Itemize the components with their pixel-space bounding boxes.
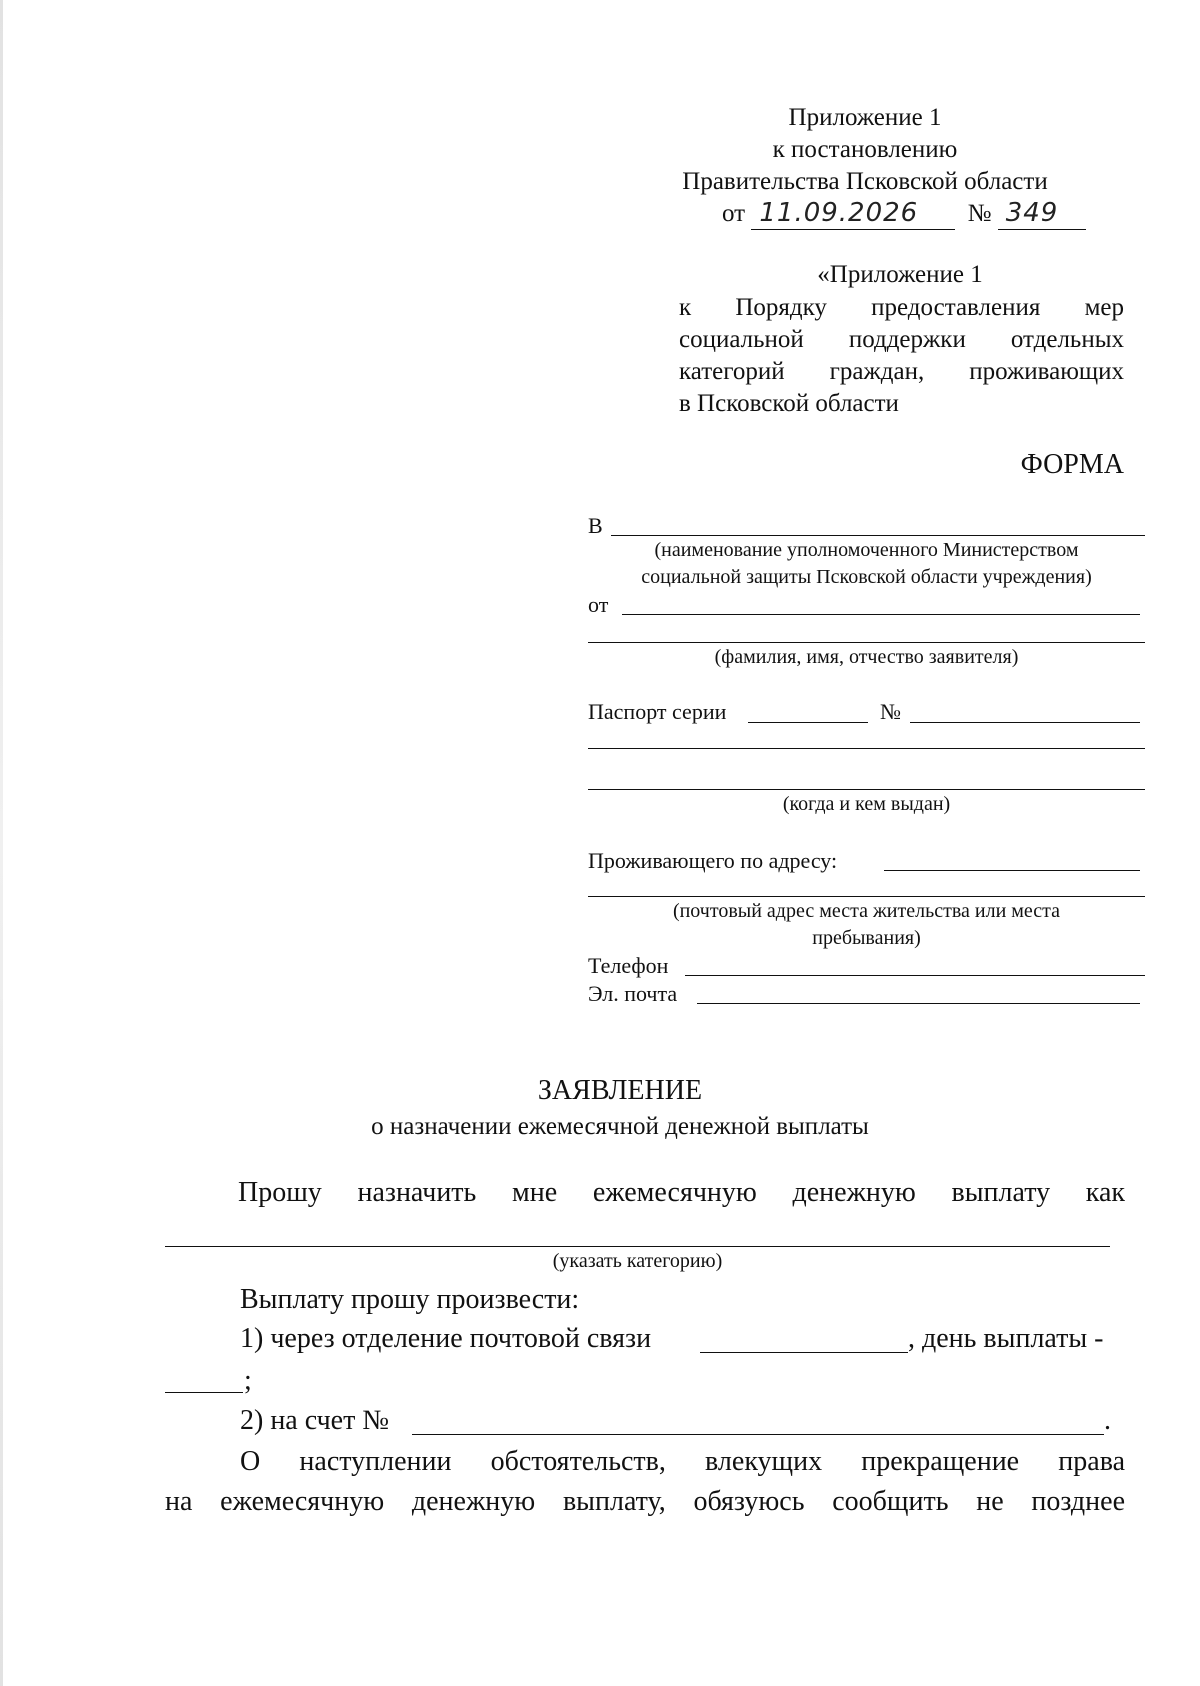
statement-title: ЗАЯВЛЕНИЕ [537,1075,703,1106]
inner-appendix-line-1: к Порядку предоставления мер [679,294,1124,321]
appendix-line-2: к постановлению [772,136,958,163]
statement-subtitle: о назначении ежемесячной денежной выплаты [371,1113,869,1140]
inner-appendix-line-2: социальной поддержки отдельных [679,326,1124,353]
to-caption-1: (наименование уполномоченного Министерством [654,539,1079,561]
date-value: 11.09.2026 [751,198,955,230]
address-underline-2 [588,896,1145,897]
option2-text: 2) на счет № [240,1405,390,1436]
address-underline-1 [884,870,1140,871]
category-caption: (указать категорию) [552,1250,723,1272]
passport-number-label: № [880,699,901,724]
address-caption-1: (почтовый адрес места жительства или места [672,900,1061,922]
appendix-date-row [722,198,1086,230]
number-prefix: № [967,200,992,227]
passport-number-underline [910,722,1140,723]
email-underline [697,1003,1140,1004]
option2-account-underline [412,1434,1104,1435]
scan-edge [0,0,3,1686]
payment-intro: Выплату прошу произвести: [240,1284,580,1315]
phone-label: Телефон [588,953,669,978]
address-label: Проживающего по адресу: [588,848,838,873]
option1-end: ; [244,1365,252,1396]
passport-underline-3 [588,789,1145,790]
from-underline-1 [622,614,1140,615]
phone-underline [685,975,1145,976]
passport-caption: (когда и кем выдан) [782,793,951,815]
request-line: Прошу назначить мне ежемесячную денежную выплату как [238,1177,1125,1208]
number-value: 349 [998,198,1086,230]
option1-day-underline [165,1392,243,1393]
passport-label: Паспорт серии [588,699,727,724]
option1-day-label: , день выплаты - [908,1323,1104,1354]
date-prefix: от [722,200,746,227]
notice-line-2: на ежемесячную денежную выплату, обязуюсь сообщить не позднее [165,1486,1125,1517]
category-underline [165,1246,1110,1247]
inner-appendix-line-4: в Псковской области [679,390,899,417]
to-prefix: В [588,513,603,538]
to-caption-2: социальной защиты Псковской области учреждения) [641,566,1092,588]
email-label: Эл. почта [588,981,678,1006]
option1-post-underline [700,1352,908,1353]
passport-series-underline [748,722,868,723]
appendix-line-1: Приложение 1 [788,104,942,131]
form-label: ФОРМА [1020,449,1124,480]
option1-text: 1) через отделение почтовой связи [240,1323,652,1354]
inner-appendix-line-3: категорий граждан, проживающих [679,358,1124,385]
from-underline-2 [588,642,1145,643]
inner-appendix-title: «Приложение 1 [817,261,983,288]
from-caption: (фамилия, имя, отчество заявителя) [714,646,1019,668]
to-underline [611,535,1145,536]
appendix-line-3: Правительства Псковской области [682,168,1048,195]
option2-end: . [1104,1405,1111,1436]
address-caption-2: пребывания) [812,927,921,949]
from-prefix: от [588,592,609,617]
notice-line-1: О наступлении обстоятельств, влекущих прекращение права [240,1446,1125,1477]
passport-underline-2 [588,748,1145,749]
